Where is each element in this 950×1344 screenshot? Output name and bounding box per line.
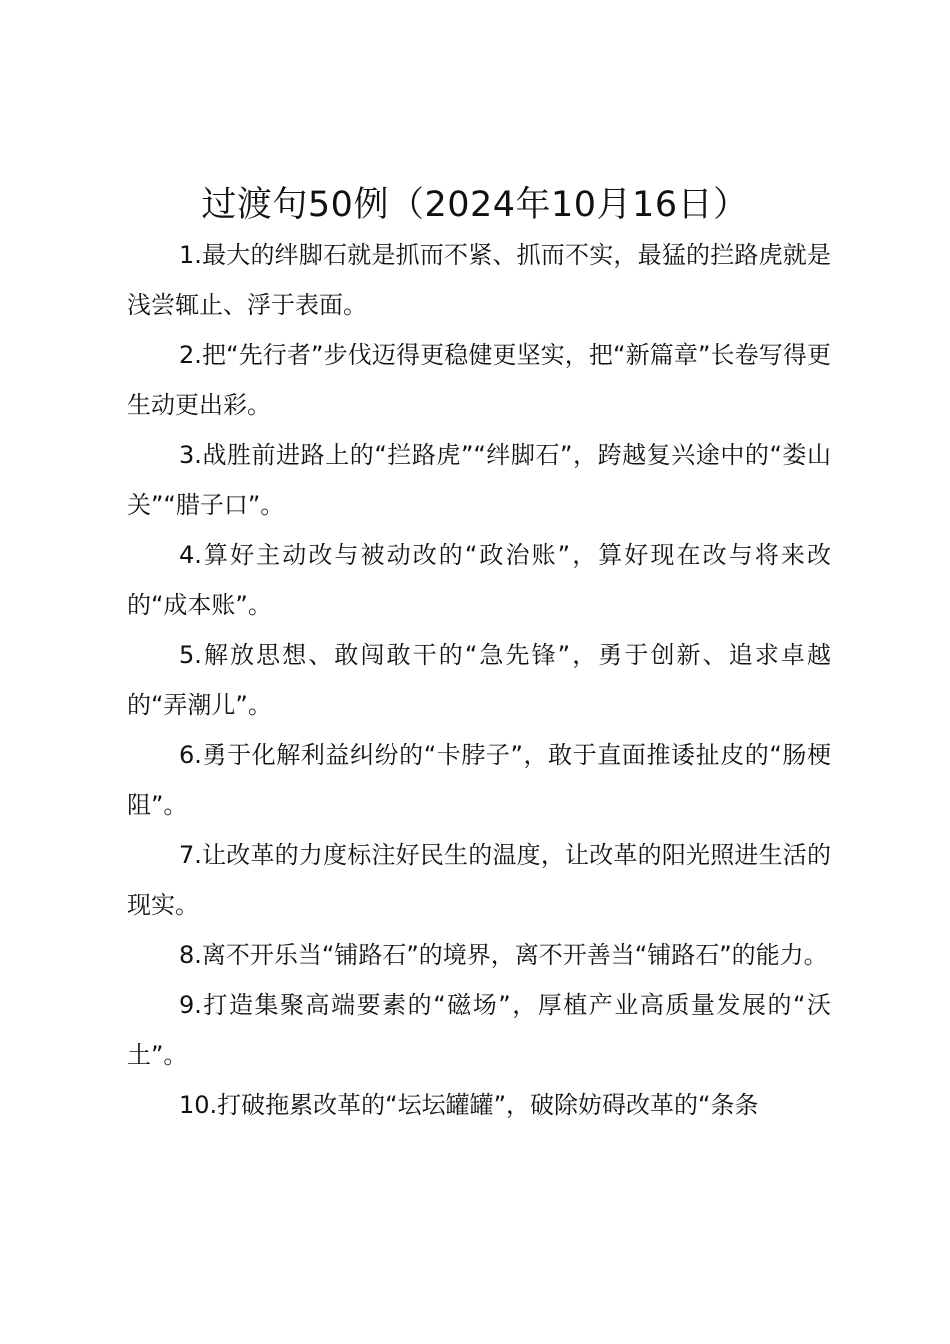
paragraph-4: 4.算好主动改与被动改的“政治账”，算好现在改与将来改的“成本账”。 xyxy=(127,541,831,619)
paragraph-9: 9.打造集聚高端要素的“磁场”，厚植产业高质量发展的“沃土”。 xyxy=(127,991,831,1069)
paragraph-6: 6.勇于化解利益纠纷的“卡脖子”，敢于直面推诿扯皮的“肠梗阻”。 xyxy=(127,741,831,819)
paragraph-8: 8.离不开乐当“铺路石”的境界，离不开善当“铺路石”的能力。 xyxy=(179,941,828,969)
document-body xyxy=(127,230,831,1130)
paragraph-2: 2.把“先行者”步伐迈得更稳健更坚实，把“新篇章”长卷写得更生动更出彩。 xyxy=(127,341,831,419)
document-title: 过渡句50例（2024年10月16日） xyxy=(201,185,749,225)
paragraph-3: 3.战胜前进路上的“拦路虎”“绊脚石”，跨越复兴途中的“娄山关”“腊子口”。 xyxy=(127,441,831,519)
paragraph-1: 1.最大的绊脚石就是抓而不紧、抓而不实，最猛的拦路虎就是浅尝辄止、浮于表面。 xyxy=(127,241,831,319)
paragraph-10: 10.打破拖累改革的“坛坛罐罐”，破除妨碍改革的“条条 xyxy=(179,1091,759,1119)
paragraph-7: 7.让改革的力度标注好民生的温度，让改革的阳光照进生活的现实。 xyxy=(127,841,831,919)
paragraph-5: 5.解放思想、敢闯敢干的“急先锋”，勇于创新、追求卓越的“弄潮儿”。 xyxy=(127,641,831,719)
